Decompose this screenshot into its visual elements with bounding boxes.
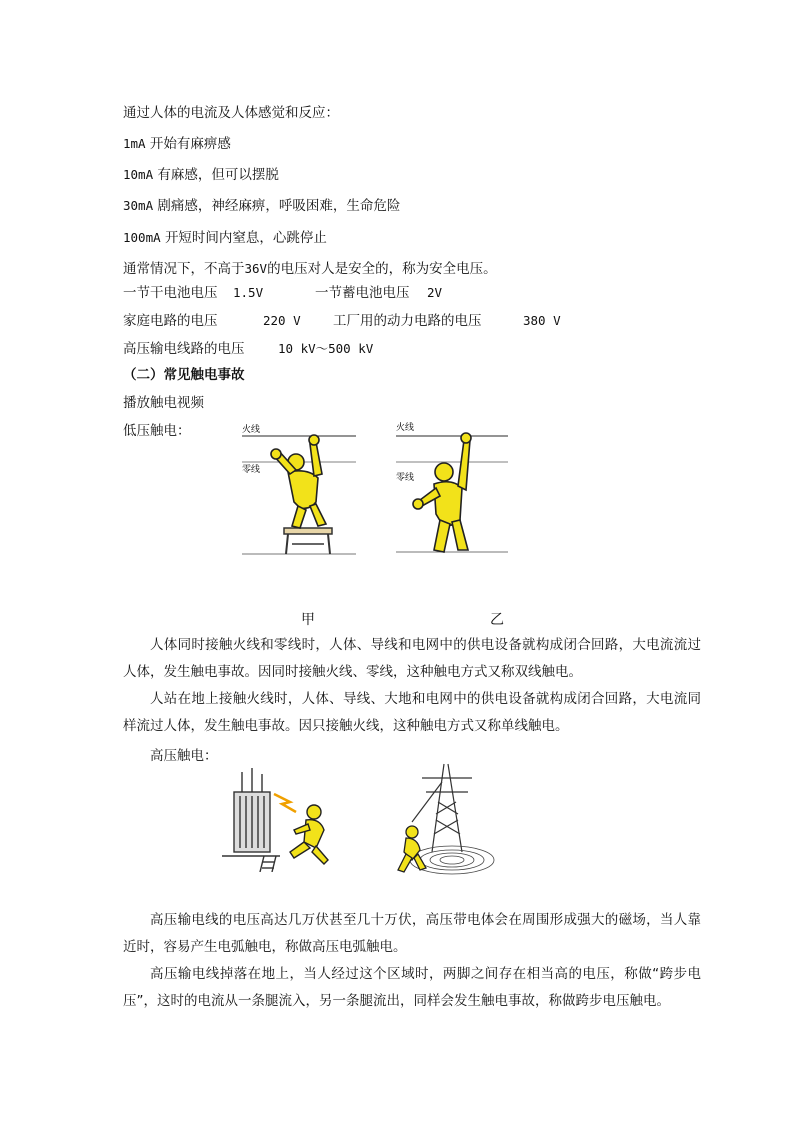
factory-value: 380 V (523, 313, 561, 328)
current-desc: 剧痛感，神经麻痹，呼吸困难，生命危险 (157, 198, 401, 214)
figure-double-wire-shock (238, 418, 358, 558)
paragraph-arc-shock: 高压输电线的电压高达几万伏甚至几十万伏，高压带电体会在周围形成强大的磁场，当人靠近时，容易产生电弧触电，称做高压电弧触电。 (123, 912, 701, 955)
person-figure (413, 433, 471, 552)
current-value: 10mA (123, 167, 154, 182)
household-value: 220 V (263, 313, 301, 328)
section-heading: （二）常见触电事故 (123, 367, 245, 383)
current-desc: 开始有麻痹感 (149, 136, 231, 152)
safe-voltage-sentence (123, 260, 497, 278)
caption-jia: 甲 (301, 612, 315, 628)
person-figure (398, 826, 426, 872)
paragraph-step-voltage: 高压输电线掉落在地上，当人经过这个区域时，两脚之间存在相当高的电压，称做“跨步电压”，这时的电流从一条腿流入，另一条腿流出，同样会发生触电事故，称做跨步电压触电。 (123, 966, 701, 1009)
figure-single-wire-shock (394, 416, 510, 556)
transmission-tower (412, 764, 472, 852)
person-figure (290, 805, 328, 864)
caption-yi: 乙 (490, 612, 504, 628)
household-label: 家庭电路的电压 (123, 313, 218, 329)
arc-bolt-icon (274, 794, 296, 812)
neutral-wire-text: 零线 (396, 473, 415, 483)
battery-label: 一节干电池电压 (123, 285, 218, 301)
current-value: 100mA (123, 230, 161, 245)
current-effect-item (123, 197, 400, 215)
current-effect-item (123, 229, 327, 247)
voltage-row-3 (123, 340, 373, 358)
voltage-row-1 (123, 284, 442, 302)
stool-seat (284, 528, 332, 534)
current-effect-item (123, 135, 231, 153)
safe-voltage-post: 的电压对人是安全的，称为安全电压。 (267, 261, 497, 277)
high-voltage-label: 高压触电： (150, 748, 218, 764)
current-effect-item (123, 166, 279, 184)
current-desc: 有麻感，但可以摆脱 (157, 167, 279, 183)
low-voltage-label: 低压触电： (123, 423, 191, 439)
stool-leg (286, 534, 288, 554)
stool-leg (328, 534, 330, 554)
storage-battery-label: 一节蓄电池电压 (315, 285, 410, 301)
current-value: 1mA (123, 136, 146, 151)
person-figure (271, 435, 326, 528)
section-intro: 通过人体的电流及人体感觉和反应： (123, 105, 339, 121)
hv-line-value: 10 kV～500 kV (278, 341, 374, 356)
neutral-wire-text: 零线 (242, 465, 261, 475)
play-video-text: 播放触电视频 (123, 395, 204, 411)
live-wire-text: 火线 (242, 425, 261, 435)
storage-battery-value: 2V (427, 285, 443, 300)
current-value: 30mA (123, 198, 154, 213)
factory-label: 工厂用的动力电路的电压 (333, 313, 482, 329)
paragraph-double-wire: 人体同时接触火线和零线时，人体、导线和电网中的供电设备就构成闭合回路，大电流流过人体，发生触电事故。因同时接触火线、零线，这种触电方式又称双线触电。 (123, 637, 701, 680)
transformer (222, 768, 280, 872)
hv-line-label: 高压输电线路的电压 (123, 341, 245, 357)
figure-step-voltage (392, 762, 496, 880)
current-desc: 开短时间内窒息，心跳停止 (164, 230, 327, 246)
safe-voltage-pre: 通常情况下，不高于 (123, 261, 245, 277)
voltage-row-2 (123, 312, 561, 330)
figure-arc-shock (220, 768, 340, 872)
live-wire-text: 火线 (396, 423, 415, 433)
battery-value: 1.5V (233, 285, 264, 300)
paragraph-single-wire: 人站在地上接触火线时，人体、导线、大地和电网中的供电设备就构成闭合回路，大电流同样流过人体，发生触电事故。因只接触火线，这种触电方式又称单线触电。 (123, 691, 701, 734)
safe-voltage-value: 36V (244, 261, 268, 276)
